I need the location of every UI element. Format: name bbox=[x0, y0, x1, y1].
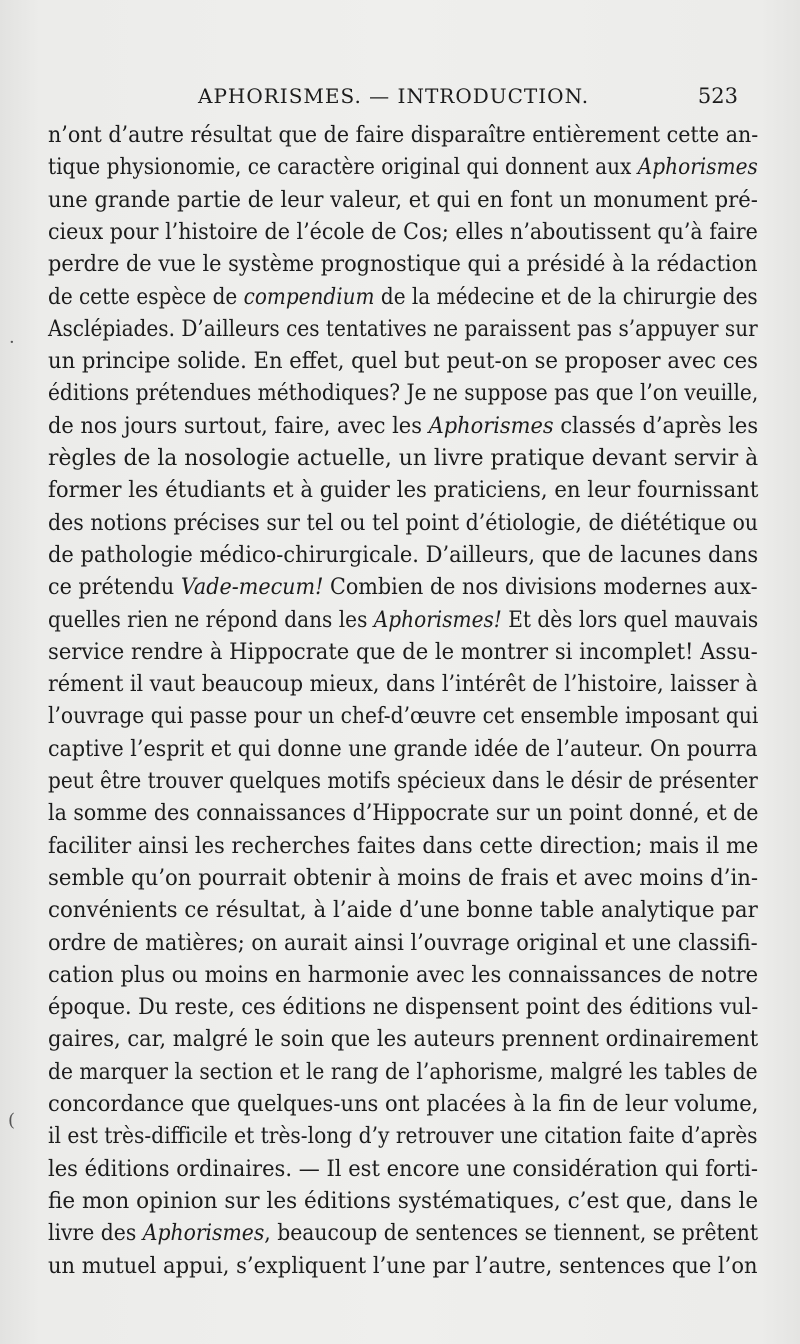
italic-text: compendium bbox=[243, 283, 375, 310]
text-line bbox=[48, 313, 758, 345]
margin-speck: · bbox=[9, 332, 15, 353]
text-segment: tique physionomie, ce caractère original qui donnent aux bbox=[48, 154, 638, 181]
text-line bbox=[48, 1153, 758, 1185]
text-line bbox=[48, 119, 758, 151]
text-line bbox=[48, 604, 758, 636]
text-line bbox=[48, 151, 758, 183]
text-line bbox=[48, 830, 758, 862]
text-line bbox=[48, 1120, 758, 1152]
text-segment: règles de la nosologie actuelle, un livre pratique devant servir à bbox=[48, 445, 759, 471]
italic-text: Aphorismes! bbox=[373, 606, 502, 633]
text-segment: classés d’après les bbox=[553, 412, 759, 439]
text-line bbox=[48, 345, 758, 377]
text-line bbox=[48, 1185, 758, 1217]
text-segment: former les étudiants et à guider les praticiens, en leur fournissant bbox=[48, 477, 759, 504]
text-segment: concordance que quelques-uns ont placées à la fin de leur volume, bbox=[48, 1091, 759, 1117]
text-line bbox=[48, 894, 758, 926]
text-segment: de la médecine et de la chirurgie des bbox=[374, 283, 758, 310]
running-head: APHORISMES. — INTRODUCTION. bbox=[198, 84, 590, 108]
text-line bbox=[48, 636, 758, 668]
text-segment: Asclépiades. D’ailleurs ces tentatives ne paraissent pas s’appuyer sur bbox=[48, 315, 758, 342]
text-line bbox=[48, 1250, 758, 1282]
text-segment: il est très-difficile et très-long d’y retrouver une citation faite d’après bbox=[48, 1123, 758, 1150]
page-number: 523 bbox=[697, 84, 738, 108]
text-segment: les éditions ordinaires. — Il est encore une considération qui forti- bbox=[48, 1155, 759, 1182]
text-segment: éditions prétendues méthodiques? Je ne suppose pas que l’on veuille, bbox=[48, 380, 759, 407]
text-segment: captive l’esprit et qui donne une grande idée de l’auteur. On pourra bbox=[48, 735, 758, 762]
text-line bbox=[48, 765, 758, 797]
text-segment: un mutuel appui, s’expliquent l’une par l’autre, sentences que l’on bbox=[48, 1252, 758, 1279]
text-segment: faciliter ainsi les recherches faites dans cette direction; mais il me bbox=[48, 832, 759, 859]
text-segment: quelles rien ne répond dans les bbox=[48, 606, 374, 633]
text-line bbox=[48, 733, 758, 765]
text-segment: ordre de matières; on aurait ainsi l’ouvrage original et une classifi- bbox=[48, 929, 758, 956]
text-segment: rément il vaut beaucoup mieux, dans l’intérêt de l’histoire, laisser à bbox=[48, 671, 758, 698]
italic-text: Aphorismes bbox=[637, 154, 758, 181]
text-segment: n’ont d’autre résultat que de faire disparaître entièrement cette an- bbox=[48, 122, 759, 148]
text-line bbox=[48, 377, 758, 409]
text-segment: des notions précises sur tel ou tel point d’étiologie, de diététique ou bbox=[48, 509, 759, 536]
text-line bbox=[48, 410, 758, 442]
text-line bbox=[48, 507, 758, 539]
text-segment: fie mon opinion sur les éditions systématiques, c’est que, dans le bbox=[48, 1187, 759, 1214]
italic-text: Vade-mecum! bbox=[180, 574, 324, 601]
text-line bbox=[48, 1056, 758, 1088]
italic-text: Aphorismes bbox=[142, 1220, 265, 1247]
italic-text: Aphorismes bbox=[428, 412, 554, 439]
text-line bbox=[48, 959, 758, 991]
text-line bbox=[48, 1217, 758, 1249]
text-line bbox=[48, 927, 758, 959]
text-line bbox=[48, 281, 758, 313]
text-segment: époque. Du reste, ces éditions ne dispensent point des éditions vul- bbox=[48, 994, 759, 1021]
text-segment: peut être trouver quelques motifs spécieux dans le désir de présenter bbox=[48, 768, 758, 794]
text-line bbox=[48, 991, 758, 1023]
text-segment: une grande partie de leur valeur, et qui en font un monument pré- bbox=[48, 186, 758, 213]
text-line bbox=[48, 184, 758, 216]
text-segment: perdre de vue le système prognostique qui a présidé à la rédaction bbox=[48, 251, 758, 278]
text-line bbox=[48, 1088, 758, 1120]
page-header bbox=[48, 84, 738, 114]
text-segment: cation plus ou moins en harmonie avec les connaissances de notre bbox=[48, 961, 759, 988]
text-segment: , beaucoup de sentences se tiennent, se prêtent bbox=[264, 1220, 759, 1247]
text-segment: convénients ce résultat, à l’aide d’une bonne table analytique par bbox=[48, 897, 758, 924]
text-segment: de marquer la section et le rang de l’aphorisme, malgré les tables de bbox=[48, 1058, 758, 1085]
text-line bbox=[48, 571, 758, 603]
text-line bbox=[48, 216, 758, 248]
text-line bbox=[48, 797, 758, 829]
text-segment: service rendre à Hippocrate que de le montrer si incomplet! Assu- bbox=[48, 638, 758, 665]
text-segment: de nos jours surtout, faire, avec les bbox=[48, 412, 429, 439]
text-line bbox=[48, 700, 758, 732]
margin-bracket-mark: ( bbox=[8, 1110, 16, 1131]
text-segment: Et dès lors quel mauvais bbox=[501, 606, 759, 633]
text-segment: gaires, car, malgré le soin que les auteurs prennent ordinairement bbox=[48, 1026, 759, 1053]
text-segment: Combien de nos divisions modernes aux- bbox=[323, 574, 758, 601]
text-segment: l’ouvrage qui passe pour un chef-d’œuvre cet ensemble imposant qui bbox=[48, 703, 759, 730]
text-segment: un principe solide. En effet, quel but peut-on se proposer avec ces bbox=[48, 348, 758, 375]
text-line bbox=[48, 248, 758, 280]
text-line bbox=[48, 474, 758, 506]
text-segment: ce prétendu bbox=[48, 574, 181, 601]
text-line bbox=[48, 539, 758, 571]
text-segment: la somme des connaissances d’Hippocrate sur un point donné, et de bbox=[48, 800, 759, 827]
text-segment: livre des bbox=[48, 1220, 143, 1247]
text-segment: de pathologie médico-chirurgicale. D’ailleurs, que de lacunes dans bbox=[48, 541, 759, 568]
text-line bbox=[48, 442, 758, 474]
text-segment: cieux pour l’histoire de l’école de Cos; elles n’aboutissent qu’à faire bbox=[48, 218, 758, 245]
text-segment: de cette espèce de bbox=[48, 283, 244, 310]
text-line bbox=[48, 668, 758, 700]
text-line bbox=[48, 862, 758, 894]
text-line bbox=[48, 1023, 758, 1055]
text-segment: semble qu’on pourrait obtenir à moins de frais et avec moins d’in- bbox=[48, 864, 759, 891]
